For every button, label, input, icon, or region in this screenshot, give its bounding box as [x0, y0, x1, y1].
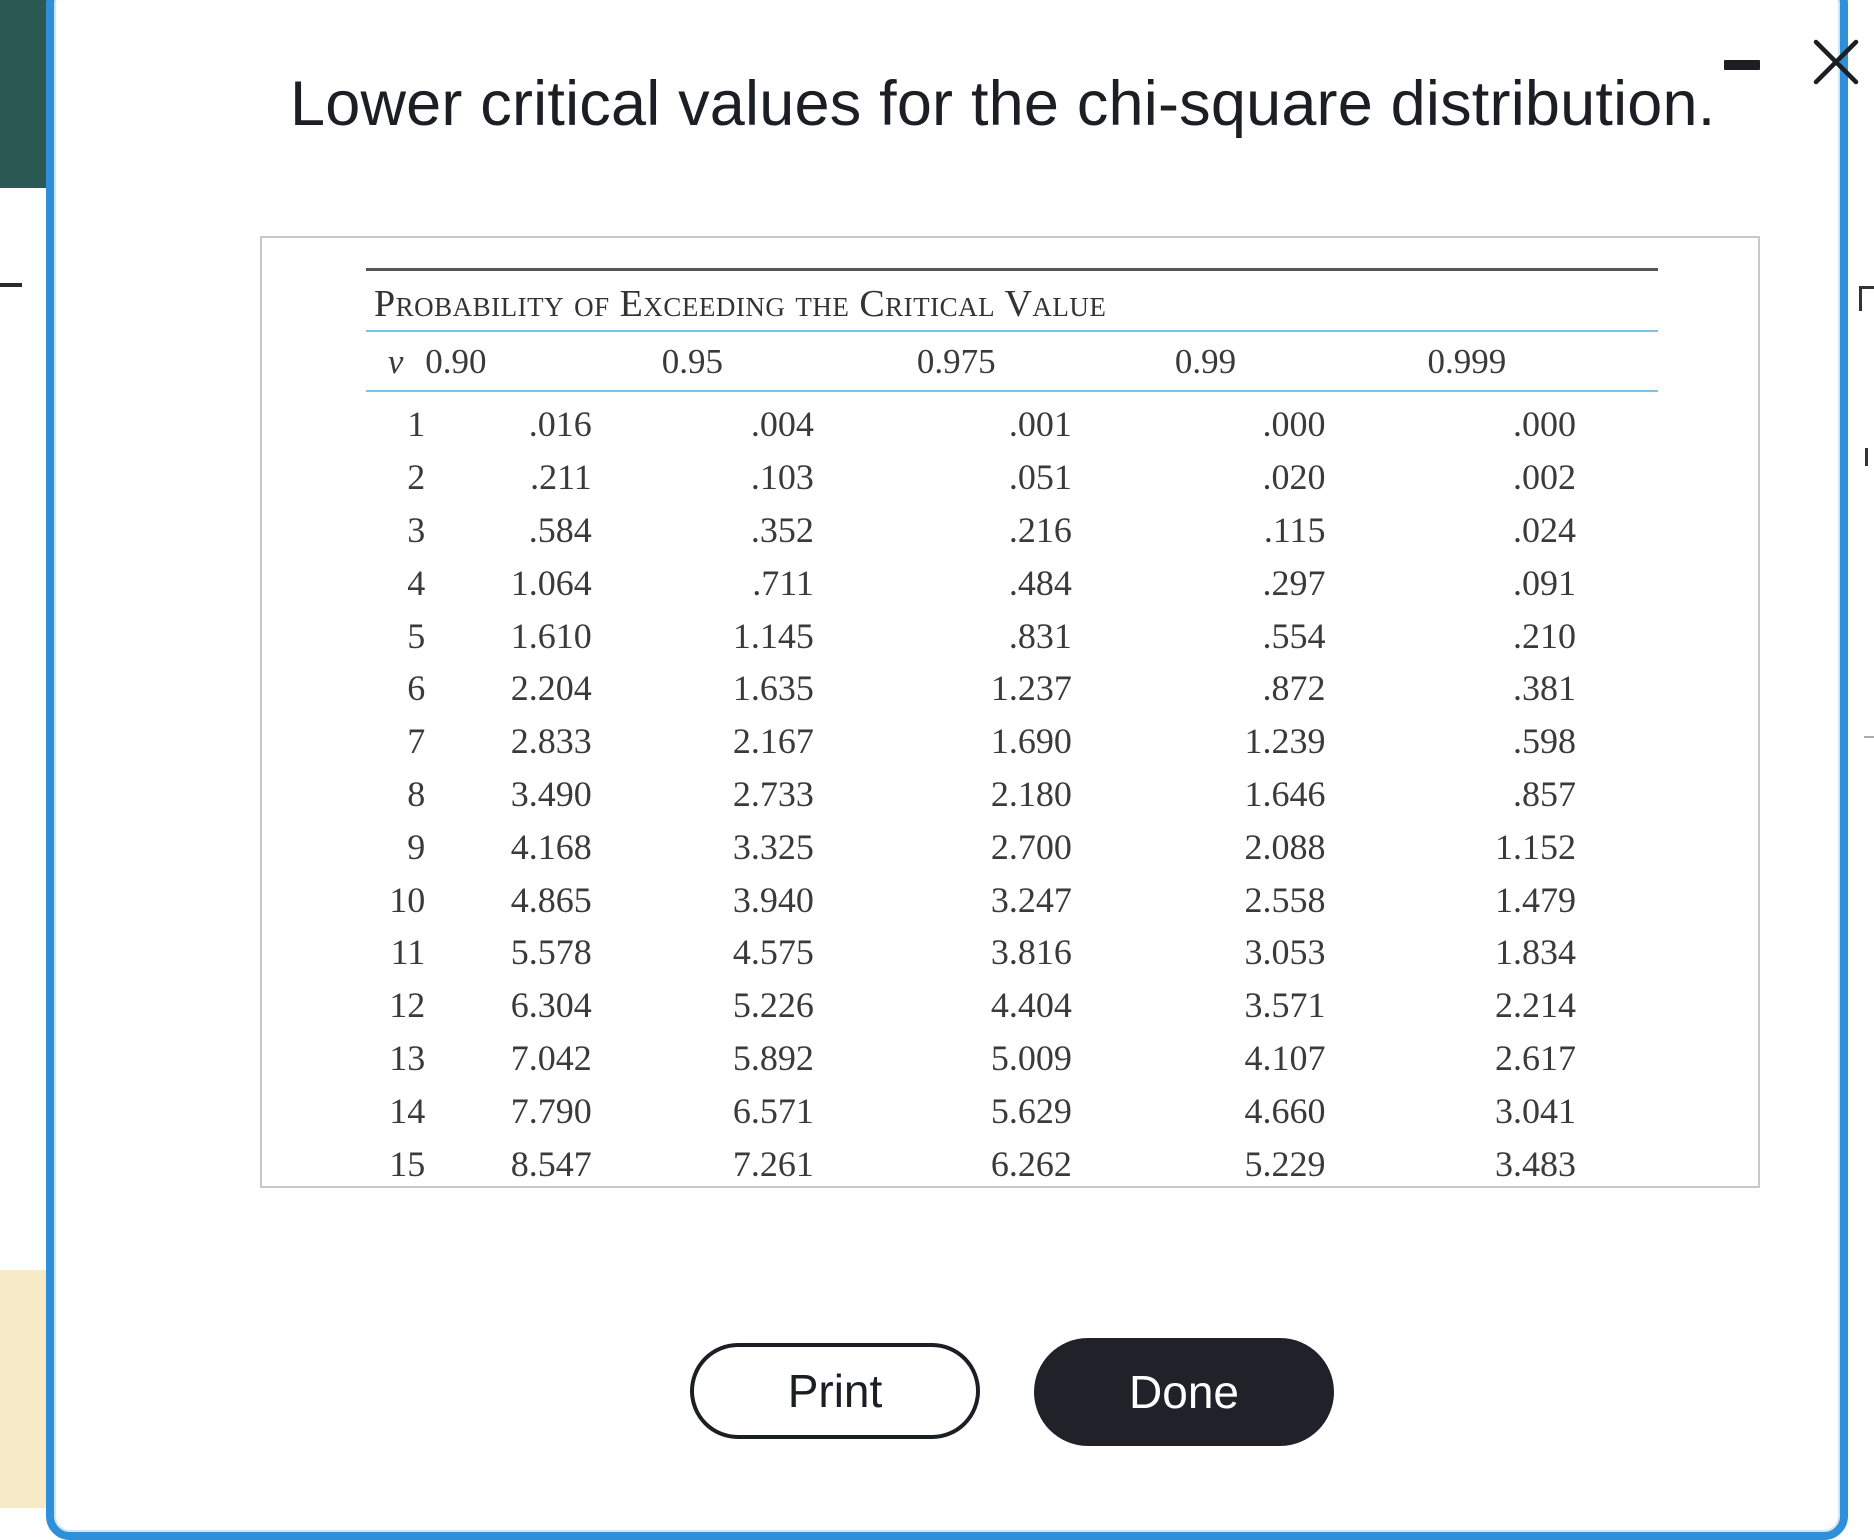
table-row	[366, 820, 1658, 873]
value-cell: .103	[750, 457, 814, 498]
value-cell: .872	[1262, 668, 1326, 709]
value-cell: 3.483	[1495, 1143, 1576, 1184]
value-cell: 3.490	[510, 773, 592, 814]
table-row	[366, 390, 1658, 451]
value-cell: 7.042	[510, 1037, 592, 1078]
value-cell: 7.790	[510, 1090, 592, 1131]
value-cell: 1.479	[1495, 879, 1576, 920]
nu-cell: 3	[407, 509, 426, 550]
value-cell: 3.571	[1244, 985, 1326, 1026]
nu-cell: 1	[407, 404, 426, 445]
nu-cell: 11	[390, 932, 426, 973]
value-cell: .016	[528, 404, 592, 445]
background-dash	[0, 283, 22, 287]
value-cell: .484	[1008, 562, 1072, 603]
chi-square-table	[366, 334, 1658, 1190]
value-cell: 1.237	[990, 668, 1072, 709]
nu-cell: 8	[407, 773, 426, 814]
value-cell: .216	[1008, 509, 1072, 550]
background-panel-green	[0, 0, 52, 188]
value-cell: 1.152	[1495, 826, 1576, 867]
column-header: 0.95	[661, 342, 724, 381]
value-cell: 3.325	[732, 826, 814, 867]
value-cell: 5.578	[510, 932, 592, 973]
value-cell: 2.833	[510, 721, 592, 762]
value-cell: 2.180	[990, 773, 1072, 814]
value-cell: 4.660	[1244, 1090, 1326, 1131]
background-panel-right	[1852, 0, 1874, 1508]
table-row	[366, 873, 1658, 926]
value-cell: 3.816	[990, 932, 1072, 973]
value-cell: .554	[1262, 615, 1326, 656]
value-cell: 5.229	[1244, 1143, 1326, 1184]
value-cell: 1.834	[1495, 932, 1576, 973]
value-cell: .831	[1008, 615, 1072, 656]
value-cell: 1.239	[1244, 721, 1326, 762]
value-cell: .598	[1513, 721, 1576, 762]
value-cell: 1.610	[510, 615, 592, 656]
value-cell: 4.404	[990, 985, 1072, 1026]
value-cell: .004	[750, 404, 814, 445]
value-cell: 7.261	[732, 1143, 814, 1184]
background-line	[1864, 736, 1874, 738]
value-cell: 1.690	[990, 721, 1072, 762]
nu-cell: 10	[389, 879, 426, 920]
value-cell: 1.635	[732, 668, 814, 709]
done-button[interactable]: Done	[1034, 1338, 1334, 1446]
value-cell: 2.700	[990, 826, 1072, 867]
value-cell: 1.145	[732, 615, 814, 656]
value-cell: .210	[1513, 615, 1576, 656]
value-cell: 2.558	[1244, 879, 1326, 920]
minimize-button[interactable]	[1722, 52, 1762, 92]
value-cell: 4.107	[1244, 1037, 1326, 1078]
column-header: 0.975	[916, 342, 996, 381]
value-cell: .115	[1263, 509, 1326, 550]
value-cell: .857	[1513, 773, 1576, 814]
value-cell: 6.262	[990, 1143, 1072, 1184]
nu-cell: 2	[407, 457, 426, 498]
nu-cell: 4	[407, 562, 426, 603]
table-row	[366, 715, 1658, 768]
value-cell: .584	[528, 509, 592, 550]
table-row	[366, 504, 1658, 557]
close-button[interactable]	[1806, 32, 1866, 92]
background-panel-yellow	[0, 1270, 52, 1508]
value-cell: .020	[1262, 457, 1326, 498]
value-cell: .211	[530, 457, 592, 498]
table-row	[366, 662, 1658, 715]
value-cell: 8.547	[510, 1143, 592, 1184]
value-cell: 5.629	[990, 1090, 1072, 1131]
value-cell: .711	[752, 562, 814, 603]
nu-cell: 15	[389, 1143, 426, 1184]
value-cell: 1.646	[1244, 773, 1326, 814]
value-cell: 4.865	[510, 879, 592, 920]
value-cell: 3.041	[1495, 1090, 1576, 1131]
table-row	[366, 979, 1658, 1032]
modal-dialog	[46, 0, 1848, 1540]
value-cell: .051	[1008, 457, 1072, 498]
print-button[interactable]: Print	[690, 1343, 980, 1439]
value-cell: 3.053	[1244, 932, 1326, 973]
background-panel-left	[0, 188, 52, 1270]
table-row	[366, 609, 1658, 662]
value-cell: 3.247	[990, 879, 1072, 920]
minimize-icon	[1724, 60, 1760, 70]
value-cell: 5.226	[732, 985, 814, 1026]
nu-cell: 7	[407, 721, 426, 762]
value-cell: 2.088	[1244, 826, 1326, 867]
value-cell: 3.940	[732, 879, 814, 920]
nu-header: ν	[387, 342, 404, 381]
value-cell: .000	[1513, 404, 1576, 445]
nu-cell: 5	[407, 615, 426, 656]
value-cell: 4.575	[732, 932, 814, 973]
table-row	[366, 1084, 1658, 1137]
value-cell: 1.064	[510, 562, 592, 603]
column-header: 0.99	[1174, 342, 1237, 381]
nu-cell: 13	[389, 1037, 426, 1078]
value-cell: 6.571	[732, 1090, 814, 1131]
table-row	[366, 768, 1658, 821]
modal-title: Lower critical values for the chi-square distribution.	[290, 69, 1716, 139]
nu-cell: 14	[389, 1090, 426, 1131]
nu-cell: 6	[407, 668, 426, 709]
critical-values-table-image	[260, 236, 1760, 1188]
table-row	[366, 451, 1658, 504]
nu-cell: 9	[407, 826, 426, 867]
value-cell: 6.304	[510, 985, 592, 1026]
table-row	[366, 1137, 1658, 1190]
value-cell: 5.892	[732, 1037, 814, 1078]
background-mark	[1859, 286, 1874, 311]
table-row	[366, 556, 1658, 609]
value-cell: 2.204	[510, 668, 592, 709]
value-cell: 5.009	[990, 1037, 1072, 1078]
value-cell: .297	[1262, 562, 1326, 603]
value-cell: .001	[1008, 404, 1072, 445]
value-cell: .024	[1513, 509, 1576, 550]
value-cell: 2.617	[1495, 1037, 1576, 1078]
value-cell: .091	[1513, 562, 1576, 603]
value-cell: .000	[1262, 404, 1326, 445]
value-cell: .002	[1513, 457, 1576, 498]
close-icon	[1806, 32, 1866, 92]
background-mark	[1865, 448, 1874, 466]
column-header: 0.90	[425, 342, 487, 381]
probability-group-header-text: Probability of Exceeding the Critical Value	[374, 283, 1107, 325]
value-cell: 2.733	[732, 773, 814, 814]
nu-cell: 12	[389, 985, 426, 1026]
value-cell: .352	[750, 509, 814, 550]
value-cell: 2.214	[1495, 985, 1576, 1026]
table-header-rule	[366, 330, 1658, 332]
value-cell: 2.167	[732, 721, 814, 762]
table-row	[366, 1032, 1658, 1085]
table-row	[366, 926, 1658, 979]
column-header: 0.999	[1427, 342, 1507, 381]
table-top-rule	[366, 268, 1658, 271]
table-header-row	[366, 334, 1658, 390]
value-cell: 4.168	[510, 826, 592, 867]
value-cell: .381	[1513, 668, 1576, 709]
probability-group-header	[366, 282, 1658, 326]
